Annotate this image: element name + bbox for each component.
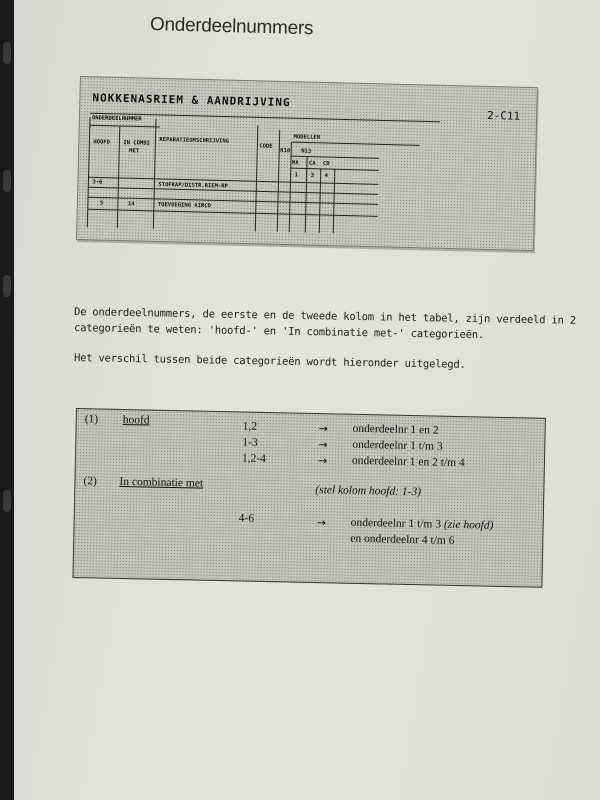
document-page [14, 0, 600, 800]
item-number: (1) [84, 413, 99, 426]
binder-hole [3, 490, 11, 512]
example-result: onderdeelnr 1 en 2 [352, 422, 439, 437]
binder-hole [3, 42, 11, 64]
example-result: onderdeelnr 1 t/m 3 [352, 438, 443, 453]
example-result: onderdeelnr 1 en 2 t/m 4 [351, 454, 465, 470]
example-result [351, 517, 494, 532]
explanation-box [72, 408, 545, 588]
header-code: CODE [259, 143, 273, 150]
header-cd: CD [322, 160, 330, 168]
row-hoofd: 3-6 [92, 179, 103, 186]
example-value: 1,2-4 [241, 452, 267, 465]
arrow-icon: → [317, 454, 328, 468]
header-met: MET [129, 148, 140, 155]
paragraph-line: categorieën te weten: 'hoofd-' en 'In combinatie met-' categorieën. [73, 322, 485, 342]
row-combi: 14 [127, 201, 135, 208]
binder-hole [3, 275, 11, 297]
example-value: 4-6 [238, 512, 255, 525]
table-heading: NOKKENASRIEM & AANDRIJVING [92, 91, 291, 110]
item-number: (2) [83, 475, 98, 488]
parts-table-image [76, 76, 538, 251]
paragraph-line: De onderdeelnummers, de eerste en de tweede kolom in het tabel, zijn verdeeld in 2 [73, 306, 576, 327]
header-hoofd: HOOFD [93, 139, 111, 146]
model-number: 4 [324, 173, 329, 180]
paragraph-line: Het verschil tussen beide categorieën wordt hieronder uitgelegd. [73, 352, 466, 371]
table-grid [77, 77, 537, 250]
binder-hole [3, 170, 11, 192]
table-code: 2-C11 [486, 108, 521, 123]
example-result-note: (zie hoofd) [443, 518, 494, 532]
arrow-icon: → [318, 438, 328, 452]
arrow-icon: → [318, 422, 328, 436]
item-label-hoofd: hoofd [122, 413, 150, 427]
row-desc: STOFKAP/DISTR.RIEM-RP [158, 181, 228, 190]
row-hoofd: 5 [99, 200, 104, 207]
header-ma: MA [291, 160, 299, 167]
model-number: 3 [310, 172, 315, 179]
header-n13: N13 [301, 148, 312, 155]
model-number: 1 [294, 172, 299, 179]
header-modellen: MODELLEN [293, 134, 321, 141]
page-title: Onderdeelnummers [149, 14, 314, 40]
example-result-text: onderdeelnr 1 t/m 3 [350, 516, 442, 531]
item-note: (stel kolom hoofd: 1-3) [315, 484, 422, 499]
example-value: 1-3 [242, 436, 258, 449]
binder-holes [0, 0, 14, 800]
row-desc: TOEVOEGING AIRCO [157, 201, 211, 210]
header-reparatie: REPARATIEOMSCHRIJVING [159, 136, 230, 145]
example-result: en onderdeelnr 4 t/m 6 [350, 532, 455, 547]
example-value: 1,2 [242, 420, 258, 433]
header-onderdeelnummer: ONDERDEELNUMMER [91, 115, 142, 123]
item-label-combinatie: In combinatie met [119, 475, 204, 490]
header-ca: CA [308, 160, 316, 167]
header-in-combi: IN COMBI [123, 140, 150, 147]
header-k10: K10 [280, 147, 291, 155]
arrow-icon: → [316, 516, 327, 530]
